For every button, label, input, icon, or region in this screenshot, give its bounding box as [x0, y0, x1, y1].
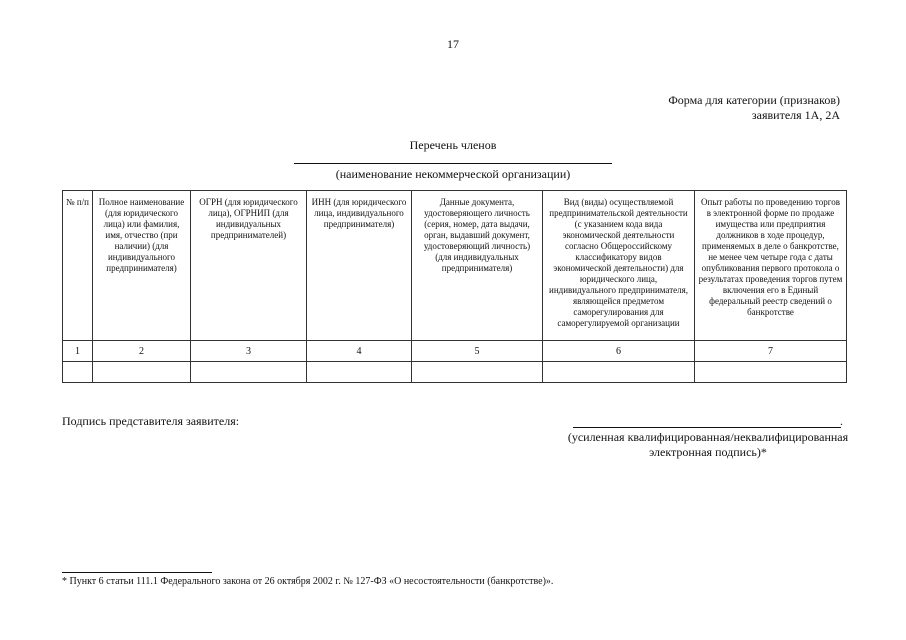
column-header: Опыт работы по проведению торгов в электронной форме по продаже имущества или предприятия должников в ходе процедур, применяемых в деле о банкротстве, не менее чем четыре года с даты опубликования первого протокола о результатах проведения торгов путем включения его в Единый федеральный реестр сведений о банкротстве — [695, 191, 847, 341]
table-cell — [63, 362, 93, 383]
signature-caption — [560, 430, 856, 460]
column-header: ОГРН (для юридического лица), ОГРНИП (для индивидуальных предпринимателей) — [191, 191, 307, 341]
signature-caption-line-1: (усиленная квалифицированная/неквалифицированная — [567, 430, 849, 444]
table-header-row — [63, 191, 847, 341]
column-number: 1 — [63, 341, 93, 362]
signature-label: Подпись представителя заявителя: — [62, 414, 240, 428]
list-title: Перечень членов — [409, 138, 497, 152]
table-cell — [307, 362, 412, 383]
signature-caption-line-2: электронная подпись)* — [649, 445, 767, 459]
table-cell — [191, 362, 307, 383]
table-cell — [543, 362, 695, 383]
column-header: Вид (виды) осуществляемой предпринимательской деятельности (с указанием кода вида экономической деятельности согласно Общероссийскому классификатору видов экономической деятельности) для юридического лица, индивидуального предпринимателя, являющейся предметом саморегулирования для саморегулируемой организации — [543, 191, 695, 341]
column-number: 2 — [93, 341, 191, 362]
column-number-row — [63, 341, 847, 362]
column-header: ИНН (для юридического лица, индивидуального предпринимателя) — [307, 191, 412, 341]
members-table — [62, 190, 847, 383]
signature-line — [573, 427, 841, 428]
footnote-separator — [62, 572, 212, 573]
form-category-line-2: заявителя 1А, 2А — [751, 108, 840, 122]
column-header: Полное наименование (для юридического лица) или фамилия, имя, отчество (при наличии) (для индивидуального предпринимателя) — [93, 191, 191, 341]
page-number: 17 — [447, 37, 459, 51]
column-header: Данные документа, удостоверяющего личность (серия, номер, дата выдачи, орган, выдавший документ, удостоверяющий личность) (для индивидуальных предпринимателя) — [412, 191, 543, 341]
column-header: № п/п — [63, 191, 93, 341]
column-number: 6 — [543, 341, 695, 362]
column-number: 5 — [412, 341, 543, 362]
table-cell — [93, 362, 191, 383]
table-cell — [412, 362, 543, 383]
table-row — [63, 362, 847, 383]
column-number: 4 — [307, 341, 412, 362]
footnote-text: * Пункт 6 статьи 111.1 Федерального закона от 26 октября 2002 г. № 127-ФЗ «О несостоятельности (банкротстве)». — [62, 576, 554, 587]
table-cell — [695, 362, 847, 383]
org-name-line — [294, 163, 612, 164]
form-category-note — [668, 93, 840, 123]
signature-line-dot: . — [840, 414, 843, 428]
column-number: 3 — [191, 341, 307, 362]
form-category-line-1: Форма для категории (признаков) — [668, 93, 840, 107]
column-number: 7 — [695, 341, 847, 362]
org-name-caption: (наименование некоммерческой организации) — [335, 167, 571, 181]
